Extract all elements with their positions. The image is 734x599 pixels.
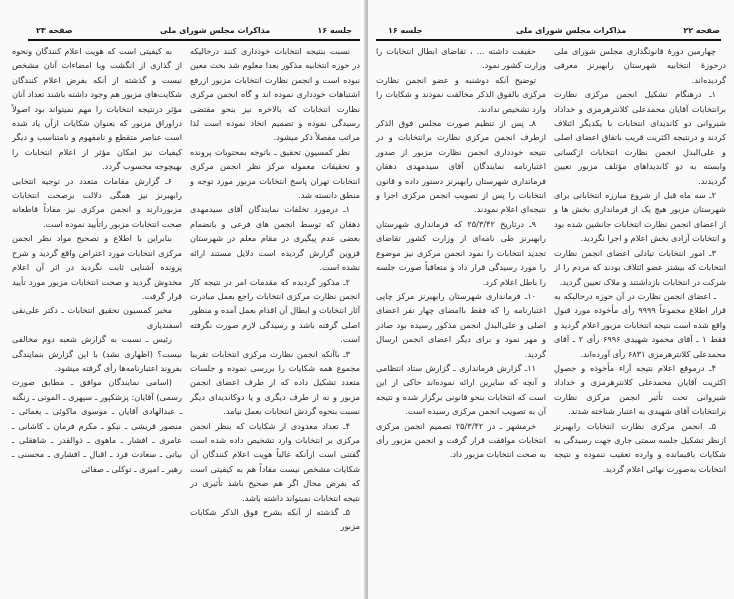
paragraph: چهارمین دورهٔ قانونگذاری مجلس شورای ملی درحوزهٔ انتخابیه شهرستان رابهبرنز معرفی گردیده‌اند. (554, 46, 726, 85)
page-header (10, 26, 360, 38)
left-page (0, 0, 366, 599)
paragraph: ۳ـ باآنکه انجمن نظارت مرکزی انتخابات تقریبا مجموع همه شکایات را بررسی نموده و جلسات متعدد تشکیل داده که از طرف اعضای انجمن مزبور و نه از طرف دیگری و یا دوکاندیدای دیگر نسبت بنحوه گردش انتخابات بعمل نیامد. (190, 348, 360, 417)
paragraph: بنابراین با اطلاع و تصحیح مواد نظر انجمن مرکزی انتخابات مورد اعتراض واقع گردید و شرح پرونده آشنایی ثابت نگردید در اثر آن اعلام مخدوش گردید و صحت انتخابات مزبور مورد تأیید قرار گرفت. (12, 233, 182, 301)
text-column-right (554, 44, 726, 476)
header-rule (376, 39, 721, 41)
paragraph: ۸ـ پس از تنظیم صورت مجلس فوق الذکر ازطرف انجمن مرکزی نظارت برانتخابات و در نتیجه خودداری انجمن نظارت مزبور از صدور اعتبارنامه نمایندگان آقای سیدمهدی دهقان فرمانداری شهرستان رابهبرنز دستور داده و قانون انتخابات را پس از تصویب انجمن مرکزی اجرا و نتیجه‌ای اعلام نمودند. (376, 118, 546, 215)
paragraph: حقیقت داشته ... ، تقاضای ابطال انتخابات را وزارت کشور نمود. (376, 46, 546, 71)
paragraph: نسبت بنتیجه انتخابات خودداری کنند درحالیکه در حوزه انتخابیه مذکور بعدا معلوم شد بحث معین نبوده است و انجمن نظارت انتخابات مزبور ازرفع اشتباهات خودداری نموده اند و گاه انجمن مرکزی نظارت انتخابات که بالاخره نیز بنحو مقتضی رسیدگی نموده و تصمیم اتخاذ نموده است لذا مراتب مفصلاً ذکر میشود. (190, 46, 360, 143)
page-number: صفحه ۲۳ (36, 26, 73, 35)
text-column-left (376, 44, 546, 462)
text-column-right (190, 44, 360, 534)
paragraph: ۱ـ درمورد تخلفات نمایندگان آقای سیدمهدی دهقان که توسط انجمن های فرعی و بانضمام بعضی عدم پیگیری در مقام معلم در شهرستان قزوین گزارش گردیده است دلایل مستند ارائه نشده است. (190, 204, 360, 273)
paragraph: رئیس ـ نسبت به گزارش شعبه دوم مخالفی نیست؟ (اظهاری نشد) با این گزارش بنمایندگی بفروند اعتبارنامه‌ها رأی گرفته میشود. (12, 334, 182, 373)
paragraph: نظر کمسیون تحقیق ـ باتوجه بمحتویات پرونده و تحقیقات معموله مرکز نظر انجمن مرکزی انتخابات تهران پاسخ انتخابات مزبور مورد توجه و منطق دانسته شد. (190, 146, 360, 201)
paragraph: ۱۰ـ فرمانداری شهرستان رابهبرنز مرکز چاپی اعتبارنامه را که فقط باامضای چهار نفر اعضای اصلی و علی‌البدل انجمن مذکور رسیده بود صادر و مهر نمود و برای دیگر اعضای انجمن ارسال گردید. (376, 290, 546, 359)
running-title: مذاکرات مجلس شورای ملی (160, 26, 271, 35)
paragraph: خرمشهر ـ در ۲۵/۳/۴۲ تصمیم انجمن مرکزی انتخابات موافقت قرار گرفت و انجمن مزبور رأی به صحت انتخابات مزبور داد. (376, 420, 546, 460)
paragraph: توضیح آنکه دوشنبه و عضو انجمن نظارت مرکزی بالفوق الذکر مخالفت نمودند و شکایات را وارد تشخیص ندادند. (376, 74, 546, 114)
paragraph: ۴ـ درموقع اعلام نتیجه آراء مأخوذه و حصول اکثریت آقایان محمدعلی کلانترهرمزی و خداداد شیروانی تحت تأثیر انجمن مرکزی نظارت برانتخابات آقای شهیدی به اعتبار شناخته شدند. (554, 362, 726, 417)
paragraph: مخبر کمسیون تحقیق انتخابات ـ دکتر علی‌نقی اسفندیاری (12, 305, 182, 330)
text-column-left (12, 44, 182, 476)
header-rule (28, 39, 360, 41)
session-number: جلسه ۱۶ (317, 26, 352, 35)
paragraph: به کیفیتی است که هویت اعلام کنندگان ونحوه از گذاری از انگشت وبا امضاءات آنان مشخص نیست و گذشته از آنکه بفرض اعلام کنندگان شکایت‌های مزبور هم وجود داشته باشند تعداد آنان مؤثر درنتیجه انتخابات را مهم نمیتواند بود اصولاً دراوراق مزبور که بعنوان شکایات ازآن یاد شده است عناصر متقطع و نامفهوم و نامتناسب و دیگر کیفیات نیز امکان مؤثر از اعلام انتخابات را بهیچوجه محسوب گردد. (12, 46, 182, 172)
paragraph: ۲ـ سه ماه قبل از شروع مبارزه انتخاباتی برای شهرستان مزبور هیچ یک از فرمانداری بخش ها و از اعضای انجمن نظارت انتخابات جانشین شده بود و انتخابات آزادی بخش اعلام و اجرا نگردید. (554, 190, 726, 244)
paragraph: (اسامی نمایندگان موافق ـ مطابق صورت رسمی) آقایان: پزشکپور ـ سپهری ـ الموتی ـ زنگنه ـ عبدالهادی آقایان ـ موسوی ماکوئی ـ یغمائی ـ منصور قریشی ـ نیکو ـ مکرم فرمان ـ کاشانی ـ عامری ـ افشار ـ ماهوی ـ ذوالقدر ـ شاهقلی ـ بیاتی ـ سعادت فرد ـ اقبال ـ افشاری ـ محسنی ـ رهبر ـ امیری ـ توکلی ـ صفائی (12, 377, 182, 474)
right-page (368, 0, 734, 599)
session-number: جلسه ۱۶ (388, 26, 423, 35)
paragraph: ۴ـ تعداد معدودی از شکایات که بنظر انجمن مرکزی بر انتخابات وارد تشخیص داده شده است گفتنی است ازآنکه غالباً هویت اعلام کنندگان آن شکایات مشخص نیست مفاداً هم به کیفیتی است که بفرض محال اگر هم صحیح باشد تأثیری در نتیجه انتخابات نمیتواند داشته باشد. (190, 420, 360, 503)
paragraph: ۵ـ گذشته از آنکه بشرح فوق الذکر شکایات مزبور (190, 507, 360, 532)
paragraph: ۵ـ انجمن مرکزی نظارت انتخابات رابهبرنز ازنظر تشکیل جلسه سمتی جاری جهت رسیدگی به شکایات باقیمانده و وارده تعقیب ننموده و نتیجه انتخابات به‌صورت نهائی اعلام گردید. (554, 420, 726, 474)
paragraph: ۲ـ مذکور گردیده که مقدمات امر در نتیجه کار انجمن نظارت مرکزی انتخابات راجع بعمل مبادرت آثار انتخابات و ابطال آن اقدام بعمل آمده و منظور اصلی گرفته باشد و رسیدگی لازم صورت نگرفته است. (190, 276, 360, 345)
page-header (376, 26, 728, 38)
paragraph: ۱۱ـ گزارش فرمانداری ـ گزارش ستاد انتظامی و آنچه که سایرین ارائه نموده‌اند حاکی از این است که انتخابات بنحو قانونی برگزار شده و نتیجه آن به تصویب انجمن مرکزی رسیده است. (376, 362, 546, 417)
paragraph: ۳ـ امور انتخابات تبادلی اعضای انجمن نظارت انتخابات که بیشتر عضو ائتلاف بودند که مردم را از شرکت در انتخابات بازداشتند و ملاک تعیین گردید. (554, 247, 726, 287)
running-title: مذاکرات مجلس شورای ملی (516, 26, 627, 35)
paragraph: ـ اعضای انجمن نظارت در آن حوزه درحالیکه به قرار اطلاع مجموعاً ۹۹۹۹ رأی مأخوذه مورد قبول واقع شده است نتیجه انتخابات مزبور اعلام گردید و فقط ۱ ـ آقای محمود شهیدی ۶۹۹۶ رأی ۲ ـ آقای محمدعلی کلانترهرمزی ۶۸۳۱ رأی آورده‌اند. (554, 290, 727, 359)
paragraph: ۹ـ درتاریخ ۲۵/۳/۴۲ که فرمانداری شهرستان رابهبرنز طی نامه‌ای از وزارت کشور تقاضای تجدید انتخابات را نمود انجمن مرکزی نیز موضوع را مورد رسیدگی قرار داد و متعاقباً صورت جلسه را باطل اعلام کرد. (376, 218, 546, 287)
paragraph: ۶ـ گزارش مقامات متعدد در توجیه انتخابی رابهبرنز نیز همگی دلالت برصحت انتخابات مزبوردارند و انجمن مرکزی نیز مفاداً قاطعانه صحت انتخابات مزبور راتأیید نموده است. (12, 175, 182, 229)
paragraph: ۱ـ درهنگام تشکیل انجمن مرکزی نظارت برانتخابات آقایان محمدعلی کلانترهرمزی و خداداد شیروانی دو کاندیدای انتخابات با یکدیگر ائتلاف کردند و درنتیجه اکثریت قریب باتفاق اعضای اصلی و علی‌البدل انجمن نظارت انتخابات ازکسانی وابسته به دو کاندیداهای مؤتلف مزبور تعیین گردیدند. (554, 89, 726, 186)
page-number: صفحه ۲۲ (683, 26, 720, 35)
